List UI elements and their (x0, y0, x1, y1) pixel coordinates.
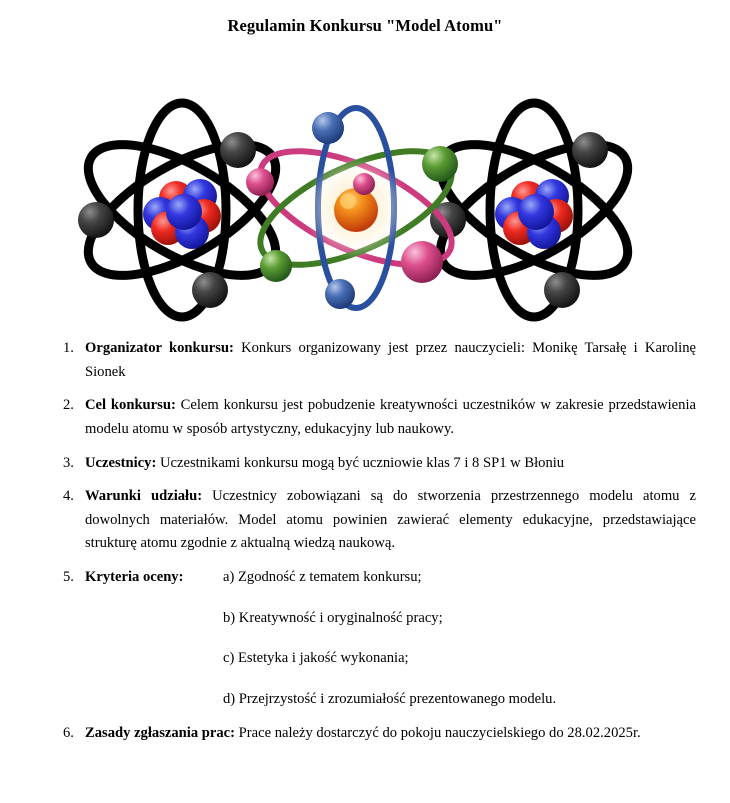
list-item (58, 394, 696, 441)
criteria-item: a) Zgodność z tematem konkursu; (223, 569, 422, 586)
list-marker: 2. (63, 397, 74, 414)
atom-left (69, 103, 296, 317)
list-item-lead: Warunki udziału: (85, 488, 203, 505)
list-item-lead: Organizator konkursu: (85, 340, 234, 356)
criteria-item: c) Estetyka i jakość wykonania; (223, 650, 409, 667)
list-item-text: Uczestnikami konkursu mogą być uczniowie klas 7 i 8 SP1 w Błoniu (156, 454, 565, 471)
list-marker: 4. (63, 488, 74, 505)
criteria-item: b) Kreatywność i oryginalność pracy; (223, 609, 443, 626)
criteria-item: d) Przejrzystość i zrozumiałość prezentowanego modelu. (223, 691, 557, 708)
list-item-text: Celem konkursu jest pobudzenie kreatywności uczestników w zakresie przedstawienia modelu atomu w sposób artystyczny, edukacyjny lub naukowy. (85, 397, 696, 437)
three-atoms-illustration (42, 92, 670, 324)
page-title: Regulamin Konkursu "Model Atomu" (227, 16, 503, 35)
list-item (58, 452, 696, 476)
criteria-list (223, 566, 663, 712)
atom-center (245, 108, 467, 309)
list-item (58, 485, 696, 556)
list-item-text: Konkurs organizowany jest przez nauczycieli: Monikę Tarsałę i Karolinę Sionek (85, 340, 696, 380)
list-marker: 6. (63, 724, 74, 741)
list-item-text: Uczestnicy zobowiązani są do stworzenia przestrzennego modelu atomu z dowolnych materiałów. Model atomu powinien zawierać elementy edukacyjne, przedstawiające strukturę atomu zgodnie z aktualną wiedzą naukową. (85, 488, 696, 552)
list-item (58, 722, 696, 746)
list-item-lead: Cel konkursu: (85, 397, 176, 414)
list-item (58, 337, 696, 384)
list-item-lead: Uczestnicy: (85, 454, 157, 471)
list-marker: 3. (63, 454, 74, 471)
atoms-svg (42, 92, 670, 324)
list-marker: 5. (63, 569, 74, 586)
list-item-lead: Zasady zgłaszania prac: (85, 724, 235, 741)
list-item-text: Prace należy dostarczyć do pokoju nauczycielskiego do 28.02.2025r. (235, 724, 641, 741)
atom-right (421, 103, 648, 317)
list-item-criteria (58, 566, 696, 712)
list-marker: 1. (63, 340, 74, 356)
criteria-label: Kryteria oceny: (85, 569, 184, 586)
rules-list (58, 337, 696, 745)
